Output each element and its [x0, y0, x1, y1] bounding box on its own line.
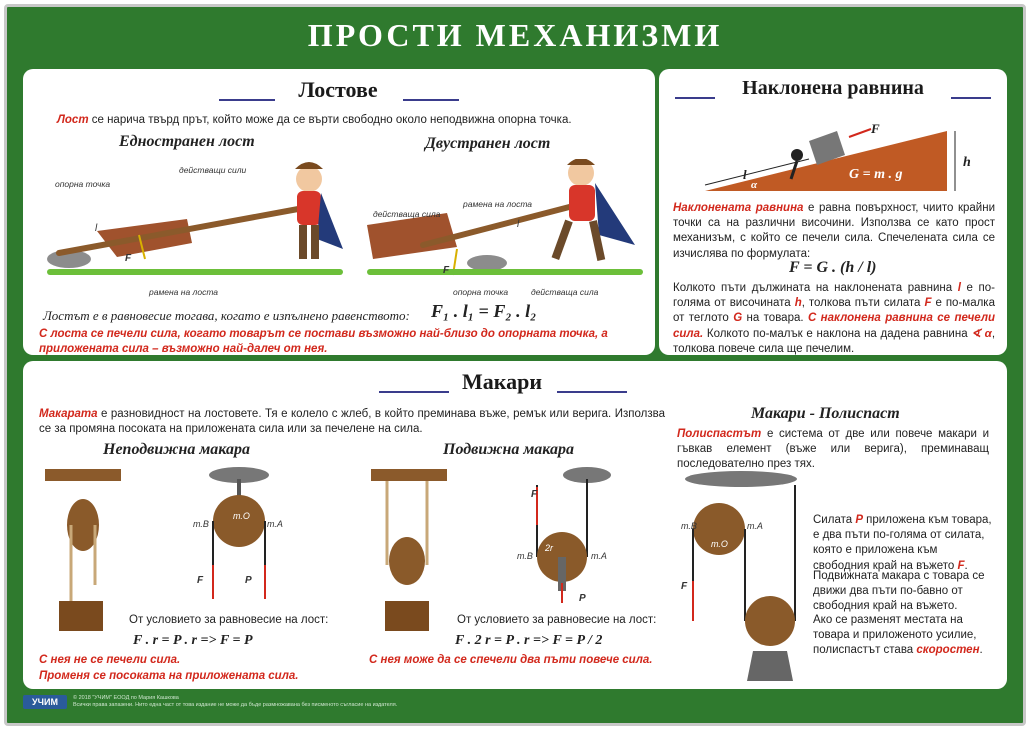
- lever-formula: F₁ . l₁ = F₂ . l₂: [431, 301, 537, 321]
- polyspast-definition-text: е система от две или повече макари и гъвкав елемент (въже или верига), преминаващ последователно през тях.: [677, 428, 989, 471]
- incline-expl-alpha: ∢ α: [971, 327, 992, 340]
- incline-expl-7: , толкова повече сила ще печелим.: [673, 327, 996, 355]
- fixed-formula: F . r = P . r => F = P: [133, 633, 253, 648]
- polyspast-title: Макари - Полиспаст: [751, 405, 900, 422]
- incline-panel: [659, 69, 1007, 355]
- title-rule-right: [557, 391, 627, 393]
- movable-pulley-illustration: [369, 465, 449, 635]
- fixed-conclusion-2: Променя се посоката на приложената сила.: [39, 670, 299, 682]
- label-F2: F: [443, 265, 450, 276]
- boy-cape: [317, 193, 343, 249]
- grass-right: [367, 269, 643, 275]
- fixed-tA: т.A: [267, 519, 283, 529]
- poly-tB: т.B: [681, 521, 697, 531]
- lever-conclusion: С лоста се печели сила, когато товарът се постави възможно най-близо до опорната точка, а приложената сила – възможно най-далеч от нея.: [39, 328, 608, 355]
- incline-expl-red: С наклонена равнина се печели сила.: [673, 312, 996, 340]
- pulleys-panel: [23, 361, 1007, 689]
- boy-cape: [595, 183, 635, 245]
- poly-s1-F: F: [957, 559, 965, 572]
- poly-s3-b: .: [979, 644, 983, 657]
- movable-formula: F . 2 r = P . r => F = P / 2: [455, 633, 603, 648]
- incline-explanation: [673, 281, 995, 355]
- incline-alpha: α: [751, 179, 758, 191]
- lever-definition-text: се нарича твърд прът, който може да се върти свободно около неподвижна опорна точка.: [88, 114, 572, 126]
- fixed-P: P: [245, 575, 252, 586]
- fixed-conclusion-1: С нея не се печели сила.: [39, 654, 181, 666]
- polyspast-term: Полиспастът: [677, 428, 762, 440]
- polyspast-statement-2: Подвижната макара с товара се движи два пъти по-бавно от свободния край на въжето.: [813, 570, 985, 613]
- incline-title: Наклонена равнина: [742, 77, 924, 99]
- fixed-tO: т.O: [233, 511, 250, 521]
- poly-s3-a: Ако се разменят местата на товара и приложеното усилие, полиспастът става: [813, 614, 977, 657]
- fixed-pulley-title: Неподвижна макара: [103, 441, 251, 458]
- fixed-F: F: [197, 575, 204, 586]
- label-acting-forces: действащи сили: [179, 165, 247, 175]
- boy-leg: [299, 225, 307, 259]
- force-arrow: [849, 129, 871, 137]
- beam: [371, 469, 447, 481]
- incline-expl-3: , толкова пъти силата: [801, 297, 925, 310]
- poly-tO: т.O: [711, 539, 728, 549]
- person-head: [791, 149, 803, 161]
- incline-expl-2: е по-голяма от височината: [673, 282, 996, 310]
- fixed-tB: т.B: [193, 519, 209, 529]
- title-rule-right: [951, 97, 991, 99]
- grass-left: [47, 269, 343, 275]
- pulley-definition-text: е разновидност на лостовете. Тя е колело с жлеб, в който преминава въже, ремък или верига. Използва се за промяна посоката на приложената сила или за печелене на сила.: [39, 408, 665, 436]
- lever-term: Лост: [57, 114, 89, 126]
- equilibrium-text: Лостът е в равновесие тогава, когато е изпълнено равенството:: [43, 308, 410, 323]
- boy-hair: [295, 162, 323, 169]
- incline-expl-6: Колкото по-малък е наклона на дадена равнина: [703, 327, 972, 340]
- levers-panel: [23, 69, 655, 355]
- label-support: опорна точка: [55, 179, 111, 189]
- incline-h: h: [963, 155, 971, 170]
- boy-shirt: [569, 185, 595, 221]
- pulley-definition: [39, 407, 665, 437]
- label-support-2: опорна точка: [453, 287, 509, 297]
- pulleys-title: Макари: [461, 369, 543, 394]
- lever-definition: [57, 113, 637, 128]
- label-acting-force-2: действаща сила: [531, 287, 599, 297]
- boy-leg: [552, 220, 573, 260]
- poly-s1-P: P: [855, 514, 863, 526]
- poster: [4, 4, 1026, 726]
- incline-expl-G: G: [733, 312, 743, 325]
- movable-condition: От условието за равновесие на лост:: [457, 614, 657, 626]
- poly-F: F: [681, 581, 688, 592]
- pulley-wheel: [389, 537, 425, 585]
- incline-l: l: [743, 167, 747, 182]
- incline-F: F: [871, 121, 880, 136]
- label-acting-force: действаща сила: [373, 209, 441, 219]
- movable-pulley-diagram: [513, 465, 613, 605]
- movable-2r: 2r: [545, 543, 554, 553]
- pulley-term: Макарата: [39, 408, 98, 420]
- title-rule-left: [675, 97, 715, 99]
- footer: [21, 691, 1011, 719]
- boy-hair: [567, 159, 595, 165]
- log: [367, 213, 457, 259]
- movable-conclusion: С нея може да се спечели два пъти повече сила.: [369, 654, 653, 666]
- label-arms-2: рамена на лоста: [463, 199, 533, 209]
- incline-expl-h: h: [794, 297, 802, 310]
- footer-line-1: © 2018 "УЧИМ" ЕООД по Мария Кашкова: [73, 695, 179, 701]
- poly-s3-red: скоростен: [916, 644, 980, 657]
- incline-expl-5: на товара.: [742, 312, 808, 325]
- incline-formula: F = G . (h / l): [789, 259, 877, 276]
- poly-s1-b: приложена към товара, е два пъти по-голяма от силата, която е приложена към свободния край на въжето: [813, 514, 992, 572]
- boy-leg: [311, 225, 319, 259]
- beam: [45, 469, 121, 481]
- levers-title: Лостове: [298, 77, 378, 102]
- incline-definition-text: е равна повърхност, чиито крайни точки са на различни височини. Използва се като прост механизъм, с който се печели сила. Спечелената сила се изчислява по формулата:: [673, 202, 996, 260]
- chest: [59, 601, 103, 631]
- boy-shirt: [297, 191, 321, 225]
- poly-tA: т.A: [747, 521, 763, 531]
- movable-tA: т.A: [591, 551, 607, 561]
- load-weight: [747, 651, 793, 681]
- movable-P: P: [579, 593, 586, 604]
- main-title: ПРОСТИ МЕХАНИЗМИ: [307, 17, 723, 53]
- double-lever-title: Двустранен лост: [425, 135, 551, 152]
- label-F1: F: [125, 253, 132, 264]
- movable-F: F: [531, 489, 538, 500]
- poly-s1-a: Силата: [813, 514, 856, 526]
- chest: [385, 601, 429, 631]
- poly-s1-c: .: [964, 559, 968, 572]
- movable-tB: т.B: [517, 551, 533, 561]
- movable-pulley-title: Подвижна макара: [443, 441, 575, 458]
- title-rule-left: [379, 391, 449, 393]
- incline-expl-F: F: [924, 297, 932, 310]
- incline-expl-4: е по-малка от теглото: [673, 297, 995, 325]
- polyspast-statement-1: [813, 513, 993, 574]
- title-rule-left: [219, 99, 275, 101]
- label-l2: l: [517, 219, 520, 230]
- label-arms: рамена на лоста: [149, 287, 219, 297]
- title-rule-right: [403, 99, 459, 101]
- incline-term: Наклонената равнина: [673, 202, 804, 214]
- movable-pulley-wheel: [745, 596, 795, 646]
- ceiling-cloud: [685, 471, 797, 487]
- polyspast-diagram: [683, 471, 803, 685]
- fixed-condition: От условието за равновесие на лост:: [129, 614, 329, 626]
- incline-G: G = m . g: [849, 167, 903, 182]
- publisher-logo: УЧИМ: [23, 695, 67, 709]
- fixed-pulley-illustration: [43, 465, 123, 635]
- incline-expl-l: l: [957, 282, 961, 294]
- fixed-pulley-diagram: [191, 465, 281, 605]
- incline-expl-1: Колкото пъти дължината на наклонената равнина: [673, 282, 958, 294]
- polyspast-definition: [677, 427, 989, 473]
- footer-line-2: Всички права запазени. Нито една част от това издание не може да бъде размножавана без писменото съгласие на издателя.: [73, 702, 398, 708]
- single-lever-title: Едностранен лост: [119, 133, 255, 150]
- pulley-wheel: [213, 495, 265, 547]
- boy-head: [296, 166, 322, 192]
- incline-definition: [673, 201, 995, 262]
- label-l1: l: [95, 223, 98, 234]
- polyspast-statement-3: [813, 613, 993, 659]
